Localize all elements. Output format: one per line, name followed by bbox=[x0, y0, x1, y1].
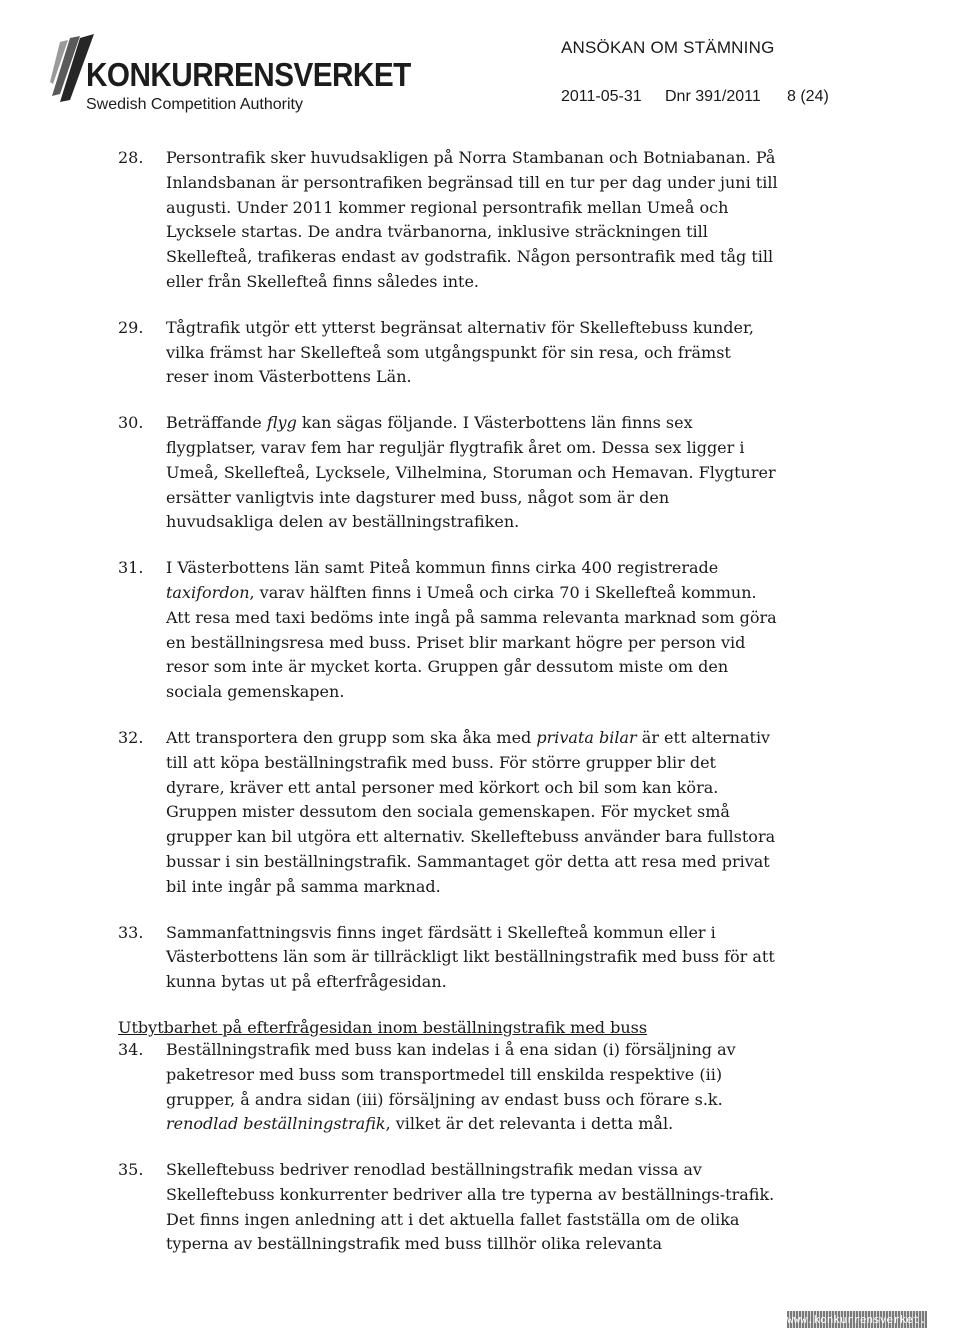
paragraph-number: 28. bbox=[118, 148, 144, 167]
page-number: 8 (24) bbox=[787, 88, 829, 105]
paragraph-text: Att transportera den grupp som ska åka med privata bilar är ett alternativ till att köpa beställningstrafik med buss. För större grupper blir det dyrare, kräver ett antal personer med körkort och bil som kan köra. Gruppen mister dessutom den sociala gemenskapen. För mycket små grupper kan bil utgöra ett alternativ. Skelleftebuss använder bara fullstora bussar i sin beställningstrafik. Sammantaget gör detta att resa med privat bil inte ingår på samma marknad. bbox=[166, 727, 776, 896]
footer-url: www.konkurrensverket.se bbox=[787, 1313, 940, 1326]
paragraph-text: Beställningstrafik med buss kan indelas i å ena sidan (i) försäljning av paketresor med buss som transportmedel till enskilda respektive (ii) grupper, å andra sidan (iii) försäljning av endast buss och förare s.k. renodlad beställningstrafik, vilket är det relevanta i detta mål. bbox=[166, 1039, 736, 1134]
paragraph-number: 35. bbox=[118, 1160, 144, 1180]
paragraph-29 bbox=[118, 316, 778, 390]
paragraph-32 bbox=[118, 726, 778, 900]
section-heading: Utbytbarhet på efterfrågesidan inom beställningstrafik med buss bbox=[118, 1017, 648, 1037]
paragraph-text: Beträffande flyg kan sägas följande. I Västerbottens län finns sex flygplatser, varav fem har reguljär flygtrafik året om. Dessa sex ligger i Umeå, Skellefteå, Lycksele, Vilhelmina, Storuman och Hemavan. Flygturer ersätter vanligtvis inte dagsturer med buss, något som är den huvudsakliga delen av beställningstrafiken. bbox=[166, 413, 776, 532]
paragraph-28 bbox=[118, 146, 778, 295]
italic-term: renodlad beställningstrafik bbox=[166, 1114, 386, 1134]
document-dnr: Dnr 391/2011 bbox=[665, 88, 761, 105]
document-date: 2011-05-31 bbox=[561, 88, 642, 105]
paragraph-text: Tågtrafik utgör ett ytterst begränsat alternativ för Skelleftebuss kunder, vilka främst har Skellefteå som utgångspunkt för sin resa, och främst reser inom Västerbottens Län. bbox=[166, 317, 754, 387]
italic-term: taxifordon bbox=[166, 582, 250, 602]
document-body bbox=[118, 146, 778, 1278]
paragraph-text: Persontrafik sker huvudsakligen på Norra Stambanan och Botniabanan. På Inlandsbanan är persontrafiken begränsad till en tur per dag under juni till augusti. Under 2011 kommer regional persontrafik mellan Umeå och Lycksele startas. De andra tvärbanorna, inklusive sträckningen till Skellefteå, trafikeras endast av godstrafik. Någon persontrafik med tåg till eller från Skellefteå finns således inte. bbox=[166, 148, 778, 291]
paragraph-number: 34. bbox=[118, 1039, 144, 1059]
document-type: ANSÖKAN OM STÄMNING bbox=[561, 38, 775, 57]
brand-name: KONKURRENSVERKET bbox=[86, 56, 411, 93]
paragraph-34 bbox=[118, 1038, 778, 1137]
paragraph-number: 30. bbox=[118, 413, 144, 433]
paragraph-30 bbox=[118, 411, 778, 535]
paragraph-number: 29. bbox=[118, 317, 144, 337]
paragraph-number: 33. bbox=[118, 922, 144, 942]
italic-term: privata bilar bbox=[536, 727, 637, 747]
paragraph-number: 32. bbox=[118, 727, 144, 747]
paragraph-33 bbox=[118, 921, 778, 995]
italic-term: flyg bbox=[266, 413, 297, 433]
paragraph-35 bbox=[118, 1158, 778, 1257]
paragraph-text: Sammanfattningsvis finns inget färdsätt i Skellefteå kommun eller i Västerbottens län som är tillräckligt likt beställningstrafik med buss för att kunna bytas ut på efterfrågesidan. bbox=[166, 922, 775, 992]
paragraph-31 bbox=[118, 556, 778, 705]
brand-subtitle: Swedish Competition Authority bbox=[86, 96, 303, 113]
paragraph-text: Skelleftebuss bedriver renodlad beställningstrafik medan vissa av Skelleftebuss konkurrenter bedriver alla tre typerna av beställnings-trafik. Det finns ingen anledning att i det aktuella fallet fastställa om de olika typerna av beställningstrafik med buss tillhör olika relevanta bbox=[166, 1160, 775, 1254]
header-logo bbox=[50, 26, 411, 116]
paragraph-text: I Västerbottens län samt Piteå kommun finns cirka 400 registrerade taxifordon, varav hälften finns i Umeå och cirka 70 i Skellefteå kommun. Att resa med taxi bedöms inte ingå på samma relevanta marknad som göra en beställningsresa med buss. Priset blir markant högre per person vid resor som inte är mycket korta. Gruppen går dessutom miste om den sociala gemenskapen. bbox=[166, 558, 777, 702]
paragraph-number: 31. bbox=[118, 558, 144, 578]
